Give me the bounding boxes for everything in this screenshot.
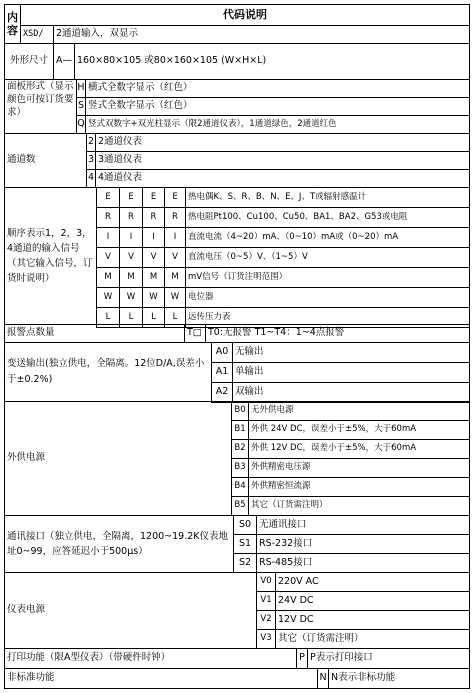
input-code-ch2-text: M [127, 271, 135, 282]
nonstd-label: 非标准功能 [7, 672, 55, 684]
transmit-desc-text: 双输出 [235, 386, 264, 398]
dimension-code: A— [56, 55, 72, 67]
power-out-desc [248, 496, 470, 516]
header-left-cell [4, 4, 21, 44]
power-out-desc [248, 439, 470, 459]
channels-desc-3 [95, 151, 470, 170]
input-code-ch2-text: R [128, 211, 134, 222]
input-code-ch2 [119, 247, 143, 268]
supply-desc [275, 629, 470, 649]
header-title-cell [20, 4, 470, 26]
model-code-cell [20, 25, 54, 44]
power-out-desc-text: 无外供电源 [251, 405, 294, 416]
header-content-label: 内容 [7, 10, 18, 37]
print-label: 打印功能（限A型仪表）（带硬件时钟） [7, 652, 171, 664]
input-code-ch3-text: W [149, 291, 158, 302]
dimension-desc: 160×80×105 或80×160×105 (W×H×L) [77, 55, 267, 67]
input-signal-desc [185, 287, 470, 308]
comm-label: 通讯接口（独立供电，全隔离，1200~19.2K仪表地址0~99，应答延迟小于500μs） [7, 530, 229, 557]
comm-code [233, 553, 257, 573]
channels-desc-text: 4通道仪表 [98, 172, 143, 184]
power-out-desc [248, 477, 470, 497]
transmit-label: 变送输出(独立供电，全隔离。12位D/A,误差小于±0.2%) [7, 357, 205, 385]
input-code-ch2-text: W [126, 291, 136, 302]
supply-desc-text: 其它（订货需注明） [278, 632, 364, 644]
transmit-desc-text: 无输出 [235, 346, 264, 358]
input-signal-desc-text: 热电阻Pt100、Cu100、Cu50、BA1、BA2、G53或电阻 [188, 211, 408, 222]
power-out-desc-text: 其它（订货需注明） [251, 500, 328, 511]
input-code-ch2-text: L [128, 311, 134, 322]
input-code-ch3-text: R [150, 211, 157, 222]
input-code-ch1 [96, 207, 120, 228]
input-signal-desc [185, 247, 470, 268]
input-signal-desc [185, 267, 470, 288]
power-out-code-text: B3 [234, 462, 246, 473]
input-code-ch4 [164, 307, 186, 328]
input-code-ch4-text: L [172, 311, 178, 322]
panel-desc-text: 横式全数字显示（红色） [88, 82, 193, 94]
transmit-code-text: A1 [215, 366, 229, 378]
header-title: 代码说明 [223, 7, 267, 21]
alarm-code: T□ [187, 327, 202, 339]
input-code-ch1-text: M [104, 271, 112, 282]
power-out-desc [248, 420, 470, 440]
input-code-ch1 [96, 287, 120, 308]
transmit-desc-text: 单输出 [235, 366, 264, 378]
panel-code-text: Q [77, 118, 85, 130]
input-code-ch2-text: V [128, 251, 134, 262]
input-code-ch3-text: L [151, 311, 156, 322]
power-out-code [231, 458, 249, 478]
channels-label: 通道数 [7, 154, 36, 166]
comm-code-text: S2 [238, 556, 252, 568]
model-desc-cell [53, 25, 470, 44]
comm-desc [256, 534, 470, 554]
input-code-ch1-text: R [105, 211, 111, 222]
power-out-code-text: B1 [234, 424, 246, 435]
supply-desc [275, 591, 470, 611]
power-out-desc-text: 外供精密恒流源 [251, 481, 311, 492]
input-code-ch3-text: M [149, 271, 158, 282]
power-out-desc-text: 外供 24V DC，误差小于±5%，大于60mA [251, 424, 417, 435]
input-signal-desc-text: 电位器 [188, 291, 214, 302]
input-code-ch1 [96, 267, 120, 288]
transmit-desc [232, 382, 470, 403]
input-code-ch1-text: I [106, 231, 110, 242]
power-out-code-text: B5 [234, 500, 246, 511]
input-code-ch2-text: I [129, 231, 133, 242]
input-signal-desc [185, 227, 470, 248]
input-signal-desc [185, 207, 470, 228]
panel-desc-s [85, 97, 470, 116]
nonstd-code: N [319, 672, 327, 684]
supply-desc [275, 610, 470, 630]
input-code-ch1 [96, 227, 120, 248]
channels-label-cell [4, 133, 87, 188]
print-desc-cell [307, 648, 470, 669]
channels-desc-text: 3通道仪表 [98, 154, 143, 166]
transmit-code [211, 342, 233, 363]
alarm-label: 报警点数量 [7, 327, 55, 339]
input-code-ch4 [164, 227, 186, 248]
power-out-desc [248, 458, 470, 478]
power-out-label: 外供电源 [7, 452, 46, 464]
transmit-code-text: A0 [215, 346, 229, 358]
supply-desc [275, 572, 470, 592]
input-signal-desc [185, 187, 470, 208]
supply-code-text: V2 [260, 614, 272, 625]
input-code-ch1-text: L [105, 311, 111, 322]
power-out-label-cell [4, 401, 232, 516]
comm-desc-text: RS-485接口 [259, 556, 313, 568]
dimension-label: 外形尺寸 [10, 55, 49, 67]
input-signal-desc-text: 热电偶K、S、R、B、N、E、J、T或辐射感温计 [188, 191, 367, 202]
input-signal-desc-text: 远传压力表 [188, 311, 231, 322]
input-code-ch2 [119, 287, 143, 308]
dimension-label-cell [4, 43, 54, 80]
nonstd-desc-cell [328, 668, 470, 689]
power-out-desc-text: 外供精密电压源 [251, 462, 311, 473]
dimension-code-cell [53, 43, 75, 80]
transmit-desc [232, 342, 470, 363]
input-code-ch4-text: V [172, 251, 178, 262]
supply-code-text: V0 [260, 576, 272, 587]
transmit-code [211, 382, 233, 403]
comm-desc [256, 515, 470, 535]
input-code-ch2 [119, 267, 143, 288]
supply-desc-text: 12V DC [278, 613, 314, 625]
power-out-code [231, 401, 249, 421]
input-code-ch2 [119, 207, 143, 228]
channels-code-text: 2 [87, 136, 95, 148]
panel-label: 面板形式（显示颜色可按订货要求） [7, 81, 74, 118]
supply-code [256, 572, 276, 592]
supply-code [256, 591, 276, 611]
channels-desc-4 [95, 169, 470, 188]
input-code-ch4-text: I [173, 231, 177, 242]
input-code-ch4-text: W [170, 291, 180, 302]
print-desc: P表示打印接口 [310, 652, 373, 664]
channels-desc-text: 2通道仪表 [98, 136, 143, 148]
input-code-ch3 [142, 247, 165, 268]
input-code-ch3 [142, 207, 165, 228]
inputs-label: 顺序表示1，2，3，4通道的输入信号（其它输入信号，订货时说明） [7, 227, 93, 285]
panel-label-cell [4, 79, 77, 134]
input-code-ch1 [96, 247, 120, 268]
channels-code-text: 3 [87, 154, 95, 166]
input-code-ch3-text: I [152, 231, 155, 242]
channels-code-text: 4 [87, 172, 95, 184]
power-out-desc-text: 外供 12V DC，误差小于±5%，大于60mA [251, 443, 417, 454]
power-out-code-text: B4 [234, 481, 246, 492]
dimension-desc-cell [74, 43, 470, 80]
supply-code-text: V3 [260, 633, 272, 644]
input-code-ch4 [164, 287, 186, 308]
transmit-code-text: A2 [215, 386, 229, 398]
supply-label-cell [4, 572, 257, 649]
input-signal-desc-text: 直流电压（0~5）V、（1~5）V [188, 251, 308, 262]
channels-desc-2 [95, 133, 470, 152]
comm-code-text: S1 [238, 537, 252, 549]
inputs-label-cell [4, 187, 97, 325]
supply-code [256, 610, 276, 630]
transmit-code [211, 362, 233, 383]
input-code-ch1-text: W [103, 291, 113, 302]
input-code-ch4-text: M [171, 271, 179, 282]
panel-desc-text: 竖式双数字+双光柱显示（限2通道仪表），1通道绿色，2通道红色 [88, 118, 337, 129]
input-code-ch1-text: V [105, 251, 111, 262]
input-code-ch2 [119, 227, 143, 248]
print-code: P [299, 652, 305, 664]
power-out-code-text: B0 [234, 405, 246, 416]
input-code-ch3 [142, 307, 165, 328]
supply-code [256, 629, 276, 649]
input-signal-desc [185, 307, 470, 328]
supply-desc-text: 220V AC [278, 575, 319, 587]
panel-desc-q [85, 115, 470, 134]
comm-code-text: S0 [238, 518, 252, 530]
input-code-ch4 [164, 207, 186, 228]
supply-desc-text: 24V DC [278, 594, 314, 606]
input-code-ch1 [96, 187, 120, 208]
power-out-code [231, 420, 249, 440]
input-code-ch3 [142, 287, 165, 308]
input-code-ch3-text: E [150, 191, 157, 202]
input-code-ch4 [164, 267, 186, 288]
input-code-ch3 [142, 227, 165, 248]
power-out-code [231, 477, 249, 497]
panel-code-text: H [77, 82, 85, 94]
power-out-code [231, 496, 249, 516]
input-code-ch2 [119, 187, 143, 208]
input-code-ch1 [96, 307, 120, 328]
comm-code [233, 515, 257, 535]
model-desc: 2通道输入，双显示 [56, 28, 139, 40]
transmit-desc [232, 362, 470, 383]
comm-desc-text: 无通讯接口 [259, 518, 307, 530]
input-code-ch3 [142, 267, 165, 288]
input-code-ch3-text: V [150, 251, 157, 262]
input-code-ch2-text: E [128, 191, 134, 202]
panel-code-text: S [77, 100, 85, 112]
model-code: XSD/ [23, 28, 44, 39]
nonstd-label-cell [4, 668, 318, 689]
input-signal-desc-text: 直流电流（4~20）mA、（0~10）mA或（0~20）mA [188, 231, 399, 242]
panel-desc-text: 竖式全数字显示（红色） [88, 100, 193, 112]
power-out-code-text: B2 [234, 443, 246, 454]
input-code-ch4 [164, 187, 186, 208]
comm-code [233, 534, 257, 554]
input-signal-desc-text: mV信号（订货注明范围） [188, 271, 288, 282]
input-code-ch3 [142, 187, 165, 208]
input-code-ch2 [119, 307, 143, 328]
nonstd-desc: N表示非标功能 [331, 672, 396, 684]
comm-desc [256, 553, 470, 573]
input-code-ch4 [164, 247, 186, 268]
comm-desc-text: RS-232接口 [259, 537, 313, 549]
input-code-ch1-text: E [105, 191, 111, 202]
input-code-ch4-text: R [172, 211, 178, 222]
power-out-desc [248, 401, 470, 421]
comm-label-cell [4, 515, 234, 573]
supply-code-text: V1 [260, 595, 272, 606]
panel-desc-h [85, 79, 470, 98]
alarm-desc: T0:无报警 T1~T4：1~4点报警 [208, 327, 345, 339]
supply-label: 仪表电源 [7, 604, 46, 616]
power-out-code [231, 439, 249, 459]
input-code-ch4-text: E [172, 191, 178, 202]
transmit-label-cell [4, 342, 212, 402]
print-label-cell [4, 648, 297, 669]
